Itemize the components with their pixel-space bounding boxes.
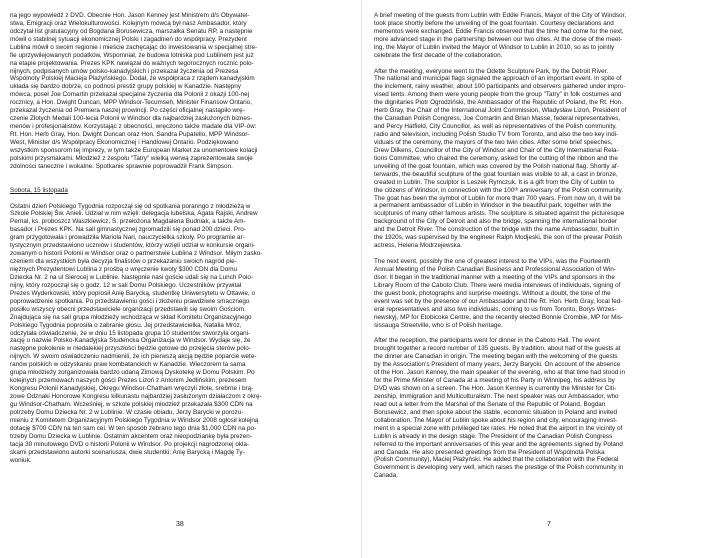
- left-page-column: [10, 4, 340, 472]
- right-paragraph-1: A brief meeting of the guests from Lublin with Eddie Francis, Mayor of the City of Windsor, took place shortly before the unveiling of the goat fountain. Courtesy declarations and mementos were exchanged. Eddie Francis observed that the time had come for the next, more advanced stage in the partnership between our two cities. At the close of the meet- ing, the Mayor of Lublin invited the Mayor of Windsor to Lublin in 2010, so as to jointly celebrate the first decade of the collaboration.: [374, 11, 627, 59]
- left-page: [0, 0, 361, 558]
- right-page-number: 7: [547, 521, 551, 528]
- right-page-column: [374, 4, 711, 488]
- right-page: [362, 0, 723, 558]
- left-page-number: 38: [176, 521, 184, 528]
- left-paragraph-1: na jego wypowiedź z DVD. Obecnie Hon. Jason Kenney jest Ministrem d/s Obywatel- stwa, Emigracji oraz Wielokulturowości. Kolejnym mówcą był nasz Ambasador, który odczytał list gratulacyjny od Bogdana Borusewicza, marszałka Senatu RP, a następnie mówił o stabilnej sytuacji ekonomicznej Polski i zagadnień do współpracy. Prezydent Lublina mówił o swoim regionie i mieście zachęcając do inwestowania w specjalnej stre- fie uprzywilejowanych podatków, Wspomniał, że budowa lotniska pod Lublinem jest już na etapie projektowania. Prezes KPK nawiązał do ważnych tegorocznych rocznic polo- nijnych, podpisanych umów polsko-kanadyjskich i przekazał życzenia od Prezesa Wspólnoty Polskiej Macieja Płażyńskiego. Dodał, że współpraca z rządem kanadyjskim układa się bardzo dobrze, co podnosi prestiż grupy polskiej w Kanadzie. Następny mówca, poseł Joe Comartin przekazał specjalne życzenia dla Polonii z okazji 100-nej rocznicy, a Hon. Dwight Duncan, MPP Windsor-Tecumseh, Minister Finansow Ontario, przekazał życzenia od Premiera naszej prowincji. Po części oficjalnej nastąpiło wrę- czenie Złotych Medali 100-lecia Polonii w Windsor dla najbardziej zasłużonych biznes- menów i profesjonalistów. Korzystając z obecności, wręczono także madale dla VIP-ów: Rt. Hon. Herb Gray, Hon. Dwight Duncan oraz Hon. Sandra Pupatello, MPP Windsor- West, Minister d/s Współpracy Ekonomicznej i Handlowej Ontario. Podziękowano wszystkim sponsorom tej imprezy, w tym także European Market za unomentowe kolacji polskimi przysmakami. Młodzież z zespołu "Tatry" wielką werwą zaprezentowała swoje zdolności taneczne i wokalne. Spotkanie sprawnie poprowadził Frank Simpson.: [10, 11, 258, 170]
- right-paragraph-2: After the meeting, everyone went to the Odette Sculpture Park, by the Detroit River. The national and municipal flags signaled the approach of an important event. In spite of the inclement, rainy weather, about 100 participants and observers gathered under impro- vised tents. Among them were young people from the group "Tatry" in folk costumes and the dignitaries Piotr Ogrodziński, the Ambassador of the Republic of Poland, the Rt. Hon. Herb Gray, the Chair of the International Joint Commission, Władysław Lizoń, President of the Canadian Polish Congress, Joe Comartin and Brian Masse, federal representatives, and Percy Hatfield, City Councillor, as well as representatives of the Polish community, radio and television, including Polish Studio TV from Toronto, and also the two key indi- viduals of the ceremony, the mayors of the two twin cities. After some brief speeches, Drew Dilkens, Councillor of the City of Windsor and Chair of the City International Rela- tions Committee, who chaired the ceremony, asked for the cutting of the ribbon and the unveiling of the goat fountain, which was covered by the Polish national flag. Shortly af- terwards, the beautiful sculpture of the goat fountain was visible to all, a cast in bronze, created in Lublin. The sculptor is Leszek Rymczuk. It is a gift from the City of Lublin to the citizens of Windsor, in connection with the 100ᵗʰ anniversary of the Polish community. The goat has been the symbol of Lublin for more than 700 years. From now on, it will be a permanent ambassador of Lublin in Windsor in the beautiful park, together with the sculptures of many other famous artists. The sculpture is situated against the picturesque background of the City of Detroit and also the bridge, spanning the international border and the Detroit River. The construction of the bridge with the name Ambassador, built in the 1920s, was supervised by the engineer Ralph Modjeski, the son of the prewar Polish actress, Helena Modrzejewska.: [374, 67, 627, 250]
- right-paragraph-3: The next event, possibly the one of greatest interest to the VIPs, was the Fourteenth Annual Meeting of the Polish Canadian Business and Professional Association of Win- dsor. It began in the traditional manner with a meeting of the VIPs and sponsors in the Library Room of the Caboto Club. There were media interviews of individuals, signing of the guest book, photographs and surprise meetings. Without a doubt, the tone of the event was set by the presence of our Ambassador and the Rt. Hon. Herb Gray, local fed- eral representatives and also two individuals, coming to us from Toronto, Borys Wrzes- newskyj, MP for Etobicoke Centre, and the recently elected Bonnie Crombie, MP for Mis- sissauga Streetville, who is of Polish heritage.: [374, 258, 624, 329]
- left-paragraph-2: Ostatni dzień Polskiego Tygodnia rozpoczął się od spotkania poranngo z młodzieżą w Szkole Polskiej Św. Anieli. Udział w nim wzięli: delegacja lubelska, Agata Rajski, Andrew Pernal, ks. proboszcz Waszkiewicz, S. przełożona Magdalena Budniak, a także Am- basador i Prezes KPK. Na sali gimnastycznej zgromadzili się ponad 200 dzieci. Pro- gram przygotowała i prowadziła Mariola Nari, nauczycielka szkoły. Po programie ar- tystycznym przedstawiono uczniów i studentów, którzy wzięli udział w konkursie organi- zowanym o historii Polonii w Windsor oraz o partnerstwie Lublina z Windsor. Miłym zasko- czeniem dla wszystkich była decyzja finalistów o przekazaniu swoich nagród pie- niężnych Prezydentowi Lublina z prośbą o wręczenie kwoty $300 CDN dla Domu Dziecka Nr. 2 na ul Sierocej w Lublinie. Następnie nasi goście udali się na Lunch Polo- nijny, który rozpoczął się o godz. 12 w sali Domu Polskiego. Uczestników przywitał Prezes Wyderkowski, który poprosił Anię Barycką, studentkę Uniwersytetu w Ottawie, o poprowadzenie spotkania. Po przedstawieniu gości i złożeniu prawdziwie smacznego posiłku wszyscy obecni przedstawiciele organizacji przedstawili się swoim Gościom. Znajdująca się na sali grupa młodzieży wchodząca w skład Komitetu Organizacyjnego Polskiego Tygodnia poprosiła o zabranie głosu. Jej przedstawicielka, Natalia Mróz, odczytała oświadczenie, że w dniu 15 listopada grupa 10 studentów stworzyła organi- zację o nazwie Polsko-Kanadyjska Studencka Organizacja w Windsor. Wydaje się, że następne pokolenie w niedalekiej przyszłości będzie gotowe do przejęcia sterów polo- nijnych. W swoim oświadczeniu nadmienili, że ich pierwszą akcją będzie poparcie wete- ranów polskich w odzyskaniu praw kombatanckich w Kanadzie. Wieczorem ta sama grupa młodzieży zorganizowała bardzo udaną Zimową Dyskotekę w Domu Polskim. Po kolejnych przemowach naszych gości Prezes Lizoń z Antonim Jedlińskim, prezesem Kongresu Polonii Kanadyjskiej, Okręgu Windsor-Chatham wręczyli złote, srebrne i brą- zowe Odznaki Honorowe Kongresu kilkunastu najbardziej zasłużonym działaczom z okrę- gu Windsor-Chatham. Wcześniej, w szkole polskiej młodzież przekazała $300 CDN na potrzeby Domu Dziecka Nr. 2 w Lublinie. W czasie obiadu, Jerzy Barycki w porozu- mieniu z Komitetem Organizacyjnym Polskiego Tygodnia w Windsor 2008 ogłosił kolejną dotację $700 CDN na ten sam cel. W ten sposób zebrano tego dnia $1,000 CDN na po- trzeby Domu Dziecka w Lublinie. Ostatnim akcentem oraz nieopodziankę była prezen- tacja 30 minutowego DVD o historii Polonii w Windsor. Po projekcji nagrodzonej okla- skami przedstawiono autorki scenariusza, dwie studentki: Anię Barycką i Magdę Ty- woniuk.: [10, 202, 263, 464]
- section-heading: Sobota, 15 listopada: [10, 186, 68, 194]
- right-paragraph-4: After the reception, the participants went for dinner in the Caboto Hall. The event brought together a record number of 135 guests. By tradition, about half of the guests at the dinner are Canadian in origin. The meeting began with the welcoming of the guests by the Association's President of many years, Jerzy Barycki. On account of the absence of the Hon. Jason Kenney, the main speaker of the evening, who at that time had stood in for the Prime Minister of Canada at a meeting of his Party in Winnipeg, his address by DVD was shown on a screen. The Hon. Jason Kenney is currently the Minister for Citi- zenship, Immigration and Multiculturalism. The next speaker was our Ambassador, who read out a letter from the Marshal of the Senate of the Republic of Poland, Bogdan Borusewicz, and then spoke about the stable, economic situation in Poland and invited collaboration. The Mayor of Lublin spoke about his region and city, encouraging invest- ment in a special zone with privileged tax rates. He noted that the airport in the vicinity of Lublin is already in the design stage. The President of the Canadian Polish Congress referred to the important anniversaries of this year and the agreements signed by Poland and Canada. He also presented greetings from the President of Wspólnota Polska (Polish Community), Maciej Płażyński. He added that the collaboration with the Federal Government is developing very well, which raises the prestige of the Polish community in Canada.: [374, 337, 625, 480]
